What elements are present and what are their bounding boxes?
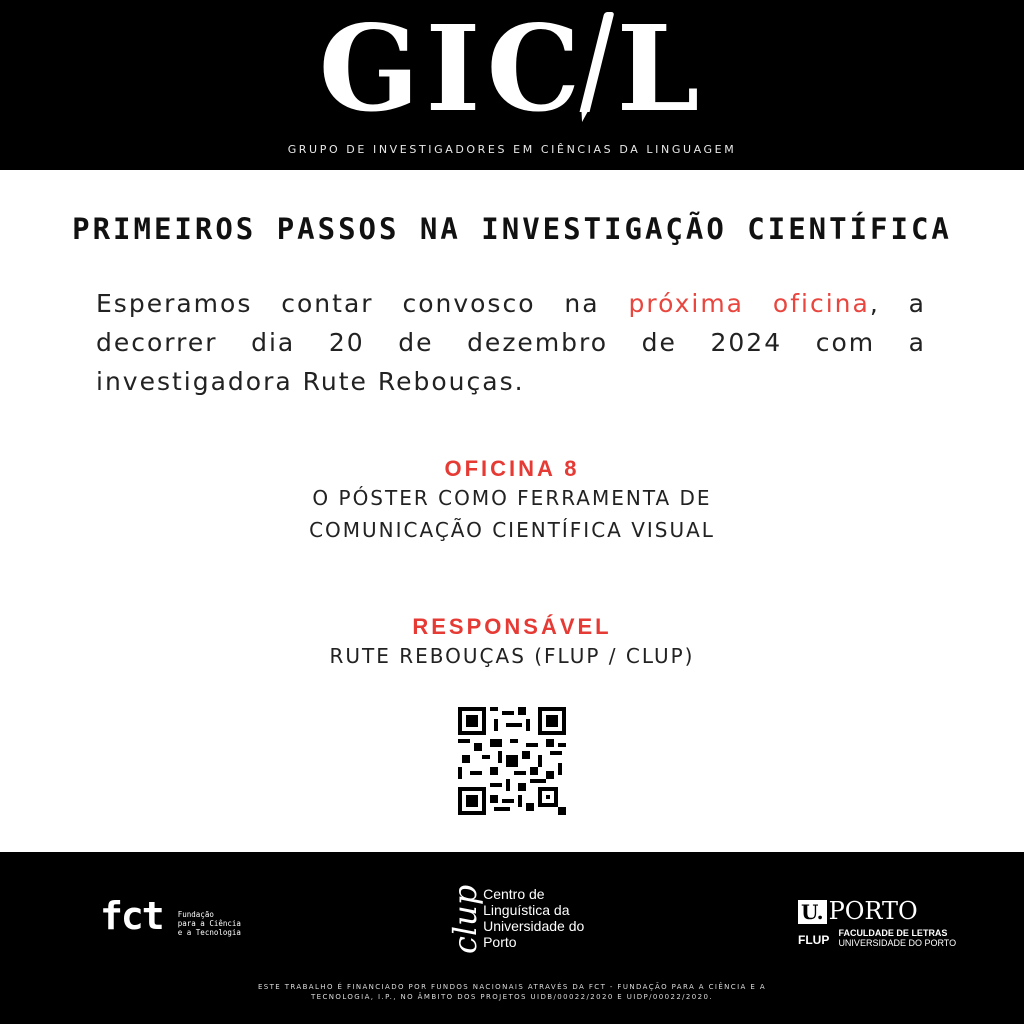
workshop-label: OFICINA 8: [444, 456, 580, 481]
uporto-logo: [798, 898, 956, 952]
flup-text: [838, 928, 956, 948]
uporto-wordmark: [798, 898, 956, 924]
workshop-title-line1: O PÓSTER COMO FERRAMENTA DE: [312, 486, 712, 510]
page-title: PRIMEIROS PASSOS NA INVESTIGAÇÃO CIENTÍFICA: [72, 212, 952, 246]
fct-line: e a Tecnologia: [177, 928, 241, 937]
clup-line: Porto: [483, 934, 517, 950]
responsible-name: RUTE REBOUÇAS (FLUP / CLUP): [329, 644, 695, 668]
footer-banner: [0, 852, 1024, 1024]
fct-line: Fundação: [177, 910, 214, 919]
flup-row: [798, 928, 956, 952]
clup-logo: [444, 884, 593, 954]
intro-text-after: , a decorrer dia 20 de dezembro de 2024 com a investigadora Rute Rebouças.: [96, 289, 926, 396]
clup-mark: clup: [446, 884, 484, 954]
responsible-block: [0, 614, 1024, 672]
flup-line-bold: FACULDADE DE LETRAS: [838, 928, 948, 938]
gicl-logo: [0, 0, 1024, 138]
intro-text-before: Esperamos contar convosco na: [96, 289, 629, 318]
header-banner: [0, 0, 1024, 170]
funding-notice: [0, 982, 1024, 1002]
group-subtitle: GRUPO DE INVESTIGADORES EM CIÊNCIAS DA LINGUAGEM: [287, 143, 737, 156]
u-box: U.: [798, 900, 827, 924]
clup-line: Universidade do: [483, 918, 585, 934]
responsible-label: RESPONSÁVEL: [412, 614, 612, 639]
fct-text: [178, 910, 258, 937]
flup-line: [838, 928, 956, 938]
clup-line: Centro de: [483, 886, 545, 902]
logo-text-left: GIC: [318, 0, 587, 138]
intro-highlight: próxima oficina: [628, 289, 870, 318]
qr-code[interactable]: [458, 707, 566, 815]
clup-line: Linguística da: [483, 902, 570, 918]
funding-line: ESTE TRABALHO É FINANCIADO POR FUNDOS NACIONAIS ATRAVÉS DA FCT - FUNDAÇÃO PARA A CIÊNCIA E A: [257, 983, 767, 991]
funding-line: TECNOLOGIA, I.P., NO ÂMBITO DOS PROJETOS UIDB/00022/2020 E UIDP/00022/2020.: [311, 993, 713, 1001]
clup-text: [483, 886, 593, 950]
logo-text-right: L: [616, 0, 706, 138]
porto-text: PORTO: [828, 897, 918, 925]
flup-line: UNIVERSIDADE DO PORTO: [838, 938, 957, 948]
workshop-block: [0, 456, 1024, 546]
flup-mark: FLUP: [798, 933, 830, 947]
fct-logo: [100, 896, 258, 937]
fct-line: para a Ciência: [177, 919, 241, 928]
intro-paragraph: [96, 284, 926, 401]
fct-mark: fct: [100, 894, 163, 938]
workshop-title-line2: COMUNICAÇÃO CIENTÍFICA VISUAL: [309, 518, 715, 542]
